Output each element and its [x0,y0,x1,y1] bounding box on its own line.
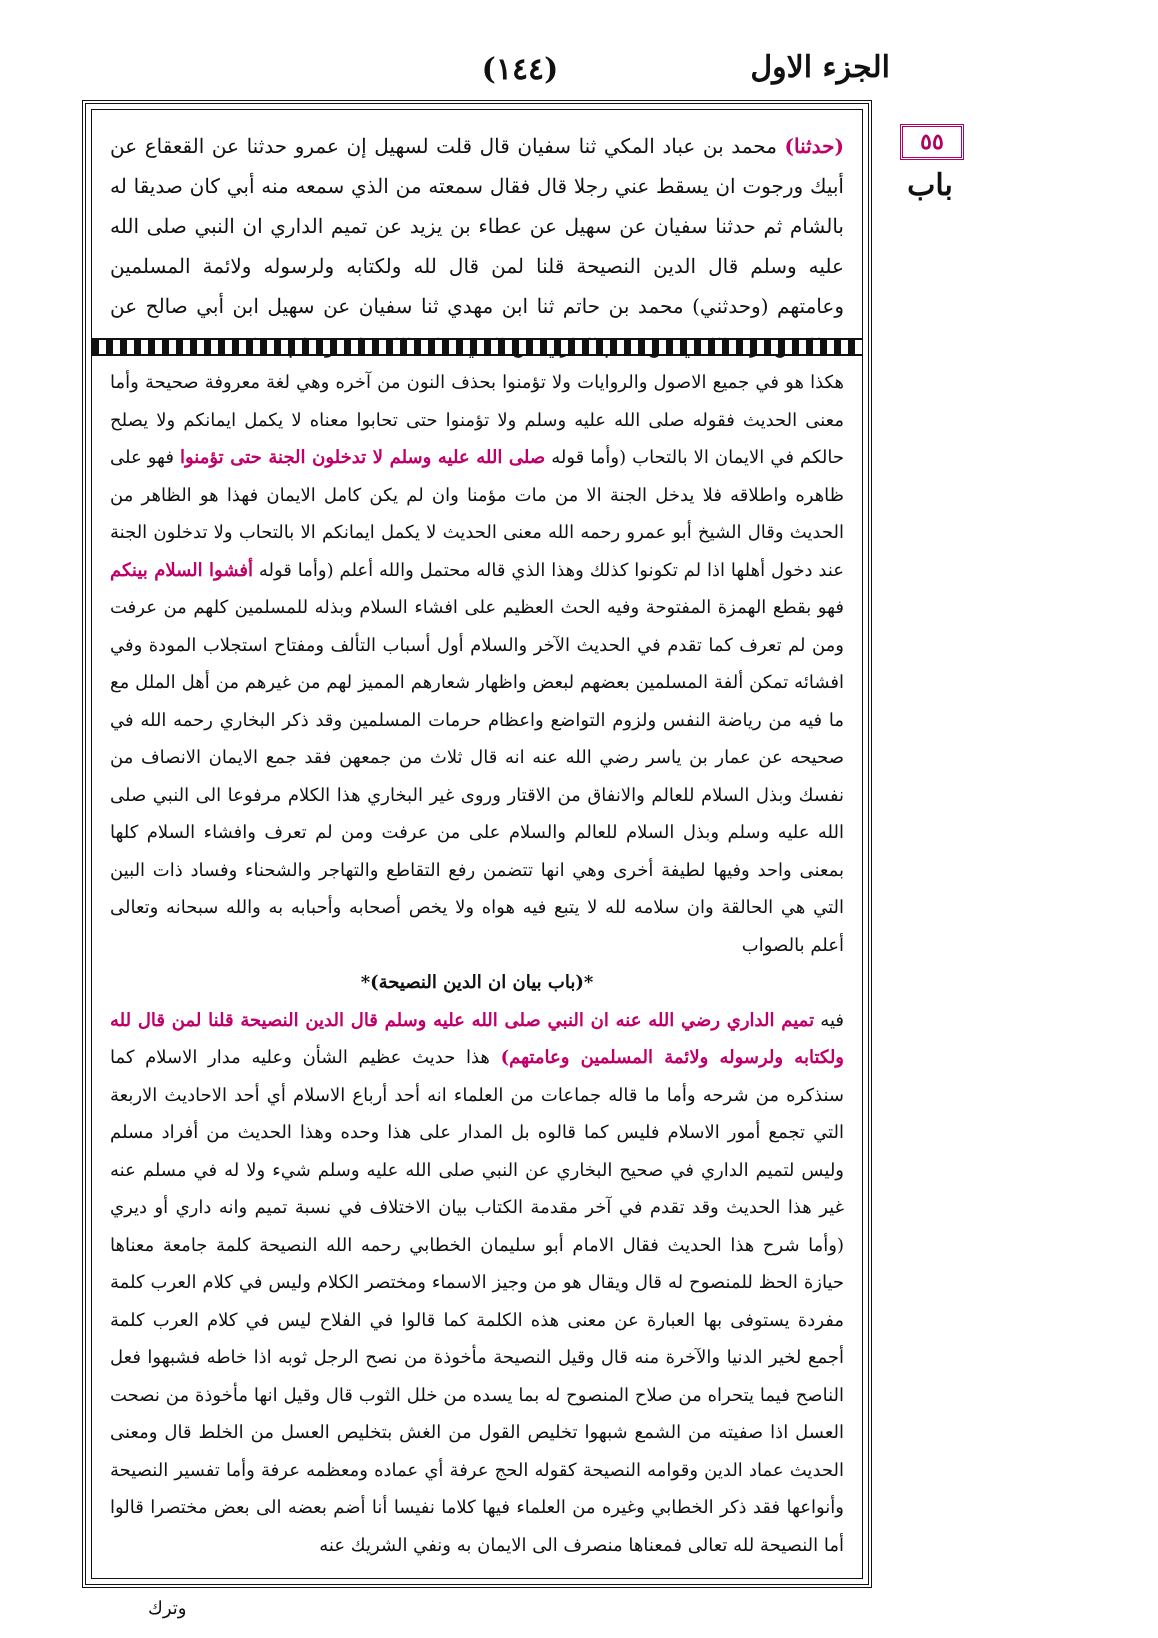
commentary-text: فهو بقطع الهمزة المفتوحة وفيه الحث العظيم على افشاء السلام وبذله للمسلمين كلهم من عرفت ومن لم تعرف كما تقدم في الحديث الآخر والسلام أول أسباب التألف ومفتاح استجلاب المودة وفي افشائه تمكن ألفة المسلمين بعضهم لبعض واظهار شعارهم المميز لهم من غيرهم من أهل الملل مع ما فيه من رياضة النفس ولزوم التواضع واعظام حرمات المسلمين وقد ذكر البخاري رحمه الله في صحيحه عن عمار بن ياسر رضي الله عنه انه قال ثلاث من جمعهن فقد جمع الايمان الانصاف من نفسك وبذل السلام للعالم والانفاق من الاقتار وروى غير البخاري هذا الكلام مرفوعا الى النبي صلى الله عليه وسلم وبذل السلام للعالم والسلام على من عرفت ومن لم تعرف وافشاء السلام كلها بمعنى واحد وفيها لطيفة أخرى وهي انها تتضمن رفع التقاطع والتهاجر والشحناء وفساد ذات البين التي هي الحالقة وان سلامه لله لا يتبع فيه هواه ولا يخص أصحابه وأحبابه به والله سبحانه وتعالى أعلم بالصواب [110,597,844,956]
commentary-text: هكذا هو في جميع الاصول والروايات ولا تؤمنوا بحذف النون من آخره وهي لغة معروفة صحيحة وأما معنى الحديث فقوله صلى الله عليه وسلم ولا تؤمنوا حتى تحابوا معناه لا يكمل ايمانكم ولا يصلح حالكم في الايمان الا بالتحاب (وأما قوله [110,372,844,468]
chapter-title: *(باب بيان ان الدين النصيحة)* [360,972,594,993]
page-frame-inner [91,109,863,1579]
volume-title: الجزء الاول [750,50,890,85]
hadith-text-block [110,126,844,326]
hadith-text: محمد بن عباد المكي ثنا سفيان قال قلت لسهيل إن عمرو حدثنا عن القعقاع عن أبيك ورجوت ان يسقط عني رجلا قال فقال سمعته من الذي سمعه منه أبي كان صديقا له بالشام ثم حدثنا سفيان عن سهيل عن عطاء بن يزيد عن تميم الداري ان النبي صلى الله عليه وسلم قال الدين النصيحة قلنا لمن قال لله ولكتابه ولرسوله ولائمة المسلمين وعامتهم (وحدثني) محمد بن حاتم ثنا ابن مهدي ثنا سفيان عن سهيل ابن أبي صالح عن [110,134,844,318]
commentary-paragraph [110,364,844,964]
commentary-highlight: تميم الداري رضي الله عنه ان النبي صلى الله عليه وسلم قال الدين النصيحة قلنا لمن قال لله ولكتابه ولرسوله ولائمة المسلمين وعامتهم) [110,1009,844,1068]
catchword: وترك [148,1598,187,1619]
commentary-block [110,364,844,1568]
commentary-highlight: أفشوا السلام بينكم [110,559,253,581]
commentary-text: فهو على ظاهره واطلاقه فلا يدخل الجنة الا من مات مؤمنا وان لم يكن كامل الايمان فهذا هو الظاهر من الحديث وقال الشيخ أبو عمرو رحمه الله معنى الحديث لا يكمل ايمانكم الا بالتحاب ولا تدخلون الجنة عند دخول أهلها اذا لم تكونوا كذلك وهذا الذي قاله محتمل والله أعلم (وأما قوله [110,447,844,581]
hadith-number-badge: ٥٥ [900,124,964,160]
commentary-text: فيه [820,1009,844,1031]
commentary-highlight: صلى الله عليه وسلم لا تدخلون الجنة حتى تؤمنوا [179,447,546,468]
page-frame [82,100,872,1588]
commentary-paragraph [110,1002,844,1565]
page-number: (١٤٤) [481,52,559,87]
side-bab-label: باب [907,168,953,203]
commentary-text: هذا حديث عظيم الشأن وعليه مدار الاسلام كما سنذكره من شرحه وأما ما قاله جماعات من العلماء انه أحد أرباع الاسلام أي أحد الاحاديث الاربعة التي تجمع أمور الاسلام فليس كما قالوه بل المدار على هذا وحده وهذا الحديث من أفراد مسلم وليس لتميم الداري في صحيح البخاري عن النبي صلى الله عليه وسلم شيء ولا له في مسلم عنه غير هذا الحديث وقد تقدم في آخر مقدمة الكتاب بيان الاختلاف في نسبة تميم وانه داري أو ديري (وأما شرح هذا الحديث فقال الامام أبو سليمان الخطابي رحمه الله النصيحة كلمة جامعة معناها حيازة الحظ للمنصوح له قال ويقال هو من وجيز الاسماء ومختصر الكلام وليس في كلام العرب كلمة مفردة يستوفى بها العبارة عن معنى هذه الكلمة كما قالوا في الفلاح ليس في كلام العرب كلمة أجمع لخير الدنيا والآخرة منه قال وقيل النصيحة مأخوذة من نصح الرجل ثوبه اذا خاطه فشبهوا فعل الناصح فيما يتحراه من صلاح المنصوح له بما يسده من خلل الثوب قال وقيل انها مأخوذة من نصحت العسل اذا صفيته من الشمع شبهوا تخليص القول من الغش بتخليص العسل من الخلط قال ومعنى الحديث عماد الدين وقوامه النصيحة كقوله الحج عرفة أي عماده ومعظمه عرفة وأما تفسير النصيحة وأنواعها فقد ذكر الخطابي وغيره من العلماء فيها كلاما نفيسا أنا أضم بعضه الى بعض مختصرا قالوا أما النصيحة لله تعالى فمعناها منصرف الى الايمان به ونفي الشريك عنه [110,1047,844,1556]
checkered-separator [92,338,862,356]
hadith-opening: (حدثنا) [784,134,844,158]
